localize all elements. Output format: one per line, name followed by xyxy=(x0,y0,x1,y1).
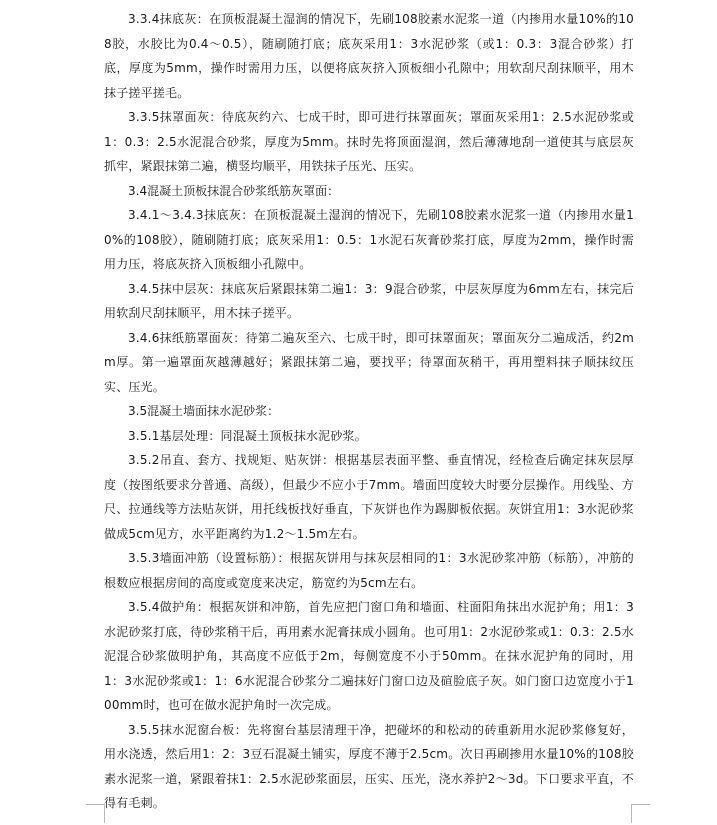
paragraph-3-5-1: 3.5.1基层处理：同混凝土顶板抹水泥砂浆。 xyxy=(128,428,367,443)
paragraph-3-3-4: 3.3.4抹底灰：在顶板混凝土湿润的情况下，先刷108胶素水泥浆一道（内掺用水量10%的108胶，水胶比为0.4～0.5），随刷随打底；底灰采用1：3水泥砂浆（或1：0.3：3混合砂浆）打底，厚度为5mm，操作时需用力压，以便将底灰挤入顶板细小孔隙中；用软刮尺刮抹顺平，用木抹子搓平搓毛。 xyxy=(104,12,634,100)
paragraph-3-4-5: 3.4.5抹中层灰：抹底灰后紧跟抹第二遍1：3：9混合砂浆，中层灰厚度为6mm左右，抹完后用软刮尺刮抹顺平，用木抹子搓平。 xyxy=(104,281,634,320)
paragraph-3-4-1: 3.4.1～3.4.3抹底灰：在顶板混凝土湿润的情况下，先刷108胶素水泥浆一道（内掺用水量10%的108胶），随刷随打底；底灰采用1：0.5：1水泥石灰膏砂浆打底，厚度为2mm，操作时需用力压，将底灰挤入顶板细小孔隙中。 xyxy=(104,208,634,271)
document-body xyxy=(104,7,634,816)
paragraph-3-5-4: 3.5.4做护角：根据灰饼和冲筋，首先应把门窗口角和墙面、柱面阳角抹出水泥护角；用1：3水泥砂浆打底，待砂浆稍干后，再用素水泥膏抹成小圆角。也可用1：2水泥砂浆或1：0.3：2.5水泥混合砂浆做明护角，其高度不应低于2m，每侧宽度不小于50mm。在抹水泥护角的同时，用1：3水泥砂浆或1：1：6水泥混合砂浆分二遍抹好门窗口边及碹脸底子灰。如门窗口边宽度小于100mm时，也可在做水泥护角时一次完成。 xyxy=(104,600,634,712)
paragraph-3-5-2: 3.5.2吊直、套方、找规矩、贴灰饼：根据基层表面平整、垂直情况，经检查后确定抹灰层厚度（按图纸要求分普通、高级），但最少不应小于7mm。墙面凹度较大时要分层操作。用线坠、方尺、拉通线等方法贴灰饼，用托线板找好垂直，下灰饼也作为踢脚板依据。灰饼宜用1：3水泥砂浆做成5cm见方，水平距离约为1.2～1.5m左右。 xyxy=(104,453,634,541)
paragraph-3-5-5: 3.5.5抹水泥窗台板：先将窗台基层清理干净，把碰坏的和松动的砖重新用水泥砂浆修复好，用水浇透，然后用1：2：3豆石混凝土铺实，厚度不薄于2.5cm。次日再刷掺用水量10%的108胶素水泥浆一道，紧跟着抹1：2.5水泥砂浆面层，压实、压光，浇水养护2～3d。下口要求平直，不得有毛刺。 xyxy=(104,722,634,810)
margin-corner-mark-left xyxy=(86,804,105,823)
margin-corner-mark-right xyxy=(631,804,650,823)
section-heading-3-5: 3.5混凝土墙面抹水泥砂浆： xyxy=(128,404,280,418)
paragraph-3-3-5: 3.3.5抹罩面灰：待底灰约六、七成干时，即可进行抹罩面灰；罩面灰采用1：2.5水泥砂浆或1：0.3：2.5水泥混合砂浆，厚度为5mm。抹时先将顶面湿润，然后薄薄地刮一道使其与底层灰抓牢，紧跟抹第二遍，横竖均顺平，用铁抹子压光、压实。 xyxy=(104,110,634,173)
section-heading-3-4: 3.4混凝土顶板抹混合砂浆纸筋灰罩面： xyxy=(128,183,340,198)
paragraph-3-4-6: 3.4.6抹纸筋罩面灰：待第二遍灰至六、七成干时，即可抹罩面灰；罩面灰分二遍成活，约2mm厚。第一遍罩面灰越薄越好；紧跟抹第二遍，要找平；待罩面灰稍干，再用塑料抹子顺抹纹压实、压光。 xyxy=(104,330,634,394)
paragraph-3-5-3: 3.5.3墙面冲筋（设置标筋）：根据灰饼用与抹灰层相同的1：3水泥砂浆冲筋（标筋），冲筋的根数应根据房间的高度或宽度来决定，筋宽约为5cm左右。 xyxy=(104,551,634,590)
